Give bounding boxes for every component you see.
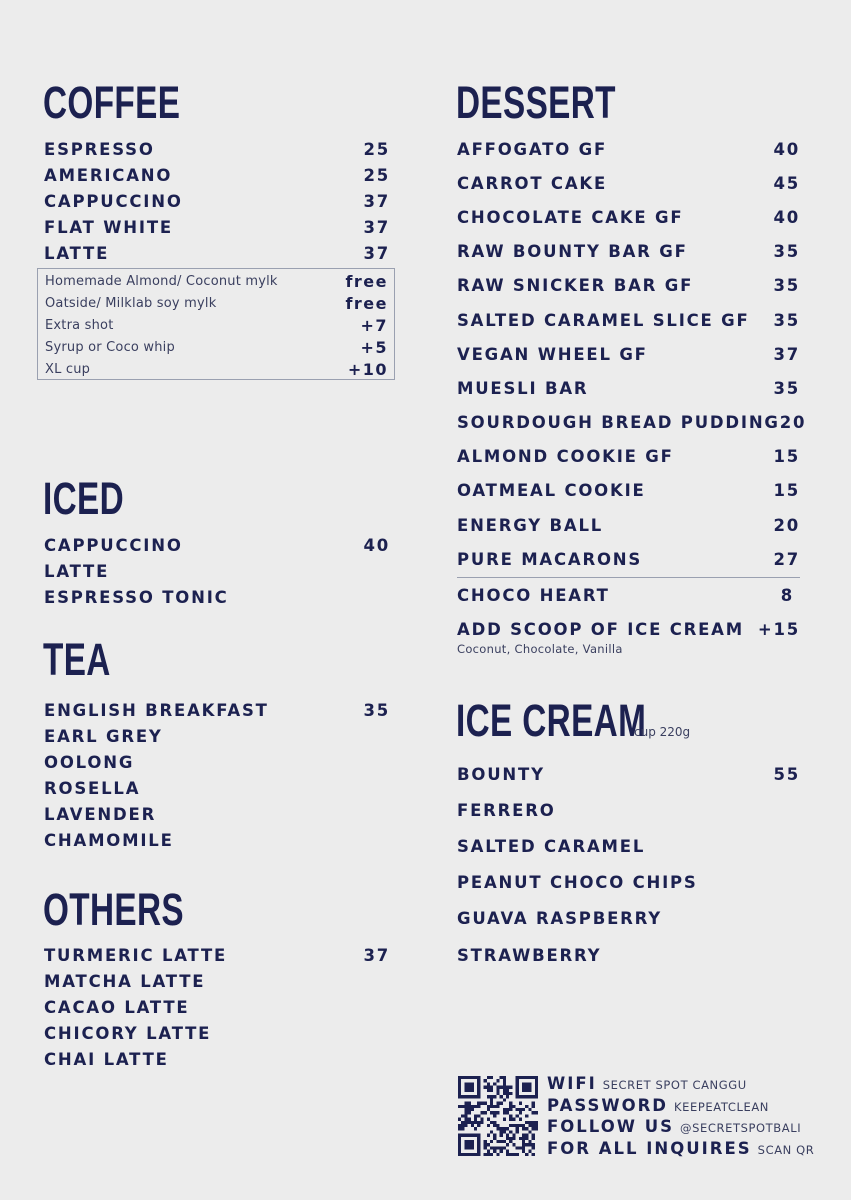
ice-cream-list: [457, 756, 800, 973]
menu-item-espresso: [44, 136, 390, 162]
addon-xl-cup: [45, 358, 388, 380]
addon-name: Extra shot: [45, 317, 114, 333]
addon-syrup-or-coco-whip: [45, 336, 388, 358]
item-name: PEANUT CHOCO CHIPS: [457, 873, 698, 893]
info-value: @SECRETSPOTBALI: [680, 1121, 802, 1135]
item-price: 25: [363, 165, 390, 185]
item-name: ENGLISH BREAKFAST: [44, 700, 269, 720]
item-name: CAPPUCCINO: [44, 535, 183, 555]
menu-item-salted-caramel-slice-gf: [457, 303, 800, 337]
item-price: 35: [773, 378, 800, 398]
item-price: 20: [773, 515, 800, 535]
item-name: LAVENDER: [44, 804, 157, 824]
menu-item-latte: [44, 558, 390, 584]
item-name: RAW SNICKER BAR GF: [457, 276, 694, 296]
dessert-extras: [457, 577, 800, 656]
addon-price: free: [345, 293, 388, 313]
menu-item-chocolate-cake-gf: [457, 200, 800, 234]
menu-item-rosella: [44, 775, 390, 801]
tea-heading: TEA: [43, 634, 111, 685]
addon-price: +7: [360, 315, 388, 335]
item-name: MUESLI BAR: [457, 378, 589, 398]
item-price: 35: [363, 700, 390, 720]
item-name: CHAI LATTE: [44, 1049, 169, 1069]
menu-item-latte: [44, 240, 390, 266]
item-price: 40: [773, 207, 800, 227]
menu-item-earl-grey: [44, 723, 390, 749]
item-name: CAPPUCCINO: [44, 191, 183, 211]
info-block: [547, 1074, 814, 1160]
others-list: [44, 942, 390, 1072]
menu-item-oolong: [44, 749, 390, 775]
menu-item-turmeric-latte: [44, 942, 390, 968]
addon-price: +10: [347, 359, 388, 379]
addon-extra-shot: [45, 314, 388, 336]
menu-item-chai-latte: [44, 1046, 390, 1072]
info-value: SECRET SPOT CANGGU: [602, 1078, 747, 1092]
menu-item-carrot-cake: [457, 166, 800, 200]
item-price: 8: [780, 585, 794, 605]
item-name: FLAT WHITE: [44, 217, 173, 237]
item-price: 35: [773, 310, 800, 330]
item-name: AMERICANO: [44, 165, 173, 185]
item-name: OOLONG: [44, 752, 135, 772]
item-name: MATCHA LATTE: [44, 971, 206, 991]
menu-item-cappuccino: [44, 532, 390, 558]
item-name: RAW BOUNTY BAR GF: [457, 242, 688, 262]
item-name: CHICORY LATTE: [44, 1023, 212, 1043]
item-price: 15: [773, 447, 800, 467]
info-for-all-inquires: [547, 1139, 814, 1161]
menu-item-strawberry: [457, 937, 800, 973]
addon-name: Syrup or Coco whip: [45, 339, 175, 355]
iced-list: [44, 532, 390, 610]
menu-item-guava-raspberry: [457, 901, 800, 937]
item-price: 25: [363, 139, 390, 159]
item-name: LATTE: [44, 561, 110, 581]
item-price: 20: [779, 413, 807, 433]
item-name: SOURDOUGH BREAD PUDDING: [457, 413, 780, 433]
item-name: PURE MACARONS: [457, 549, 643, 569]
item-price: 27: [773, 549, 800, 569]
menu-item-english-breakfast: [44, 697, 390, 723]
item-name: FERRERO: [457, 800, 556, 820]
menu-item-espresso-tonic: [44, 584, 390, 610]
dessert-heading: DESSERT: [456, 77, 616, 128]
menu-item-add-scoop: [457, 612, 800, 646]
info-password: [547, 1096, 814, 1118]
ice-cream-unit-note: cup 220g: [634, 725, 691, 739]
coffee-addons-box: [37, 268, 395, 380]
menu-item-americano: [44, 162, 390, 188]
item-name: CHOCO HEART: [457, 585, 610, 605]
info-label: FOR ALL INQUIRES: [547, 1138, 752, 1158]
item-name: ROSELLA: [44, 778, 141, 798]
info-wifi: [547, 1074, 814, 1096]
menu-item-almond-cookie-gf: [457, 440, 800, 474]
menu-item-choco-heart: [457, 578, 800, 612]
menu-item-peanut-choco-chips: [457, 865, 800, 901]
addon-oatside-milklab-soy-mylk: [45, 292, 388, 314]
item-name: ESPRESSO: [44, 139, 155, 159]
item-price: 40: [363, 535, 390, 555]
info-value: SCAN QR: [757, 1142, 815, 1157]
item-price: 37: [363, 945, 390, 965]
coffee-heading: COFFEE: [43, 77, 181, 128]
item-price: 37: [363, 191, 390, 211]
addon-price: +5: [360, 337, 388, 357]
item-name: SALTED CARAMEL: [457, 836, 646, 856]
menu-item-sourdough-bread-pudding: [457, 406, 807, 440]
qr-code-icon[interactable]: [458, 1076, 538, 1156]
coffee-list: [44, 136, 390, 266]
dessert-list: [457, 132, 807, 576]
menu-item-bounty: [457, 756, 800, 792]
menu-item-cappuccino: [44, 188, 390, 214]
scoop-flavours-note: Coconut, Chocolate, Vanilla: [457, 642, 623, 656]
item-price: 40: [773, 139, 800, 159]
menu-item-pure-macarons: [457, 542, 800, 576]
menu-item-flat-white: [44, 214, 390, 240]
others-heading: OTHERS: [43, 884, 184, 935]
info-label: WIFI: [547, 1074, 597, 1093]
addon-name: Oatside/ Milklab soy mylk: [45, 295, 217, 311]
item-name: TURMERIC LATTE: [44, 945, 228, 965]
menu-item-chamomile: [44, 827, 390, 853]
item-name: CHAMOMILE: [44, 830, 174, 850]
item-name: SALTED CARAMEL SLICE GF: [457, 310, 750, 330]
menu-item-muesli-bar: [457, 371, 800, 405]
item-name: BOUNTY: [457, 764, 545, 784]
item-price: 15: [773, 481, 800, 501]
addon-price: free: [345, 271, 388, 291]
item-price: 37: [363, 217, 390, 237]
item-name: ADD SCOOP OF ICE CREAM: [457, 619, 744, 639]
menu-item-ferrero: [457, 792, 800, 828]
item-name: CHOCOLATE CAKE GF: [457, 207, 684, 227]
menu-item-energy-ball: [457, 508, 800, 542]
item-price: 37: [773, 344, 800, 364]
menu-item-affogato-gf: [457, 132, 800, 166]
addon-homemade-almond-coconut-mylk: [45, 270, 388, 292]
item-name: ENERGY BALL: [457, 515, 604, 535]
menu-item-lavender: [44, 801, 390, 827]
item-price: 35: [773, 276, 800, 296]
addon-name: XL cup: [45, 361, 91, 377]
item-price: 45: [773, 173, 800, 193]
info-label: PASSWORD: [547, 1095, 669, 1115]
ice-cream-heading: ICE CREAM: [456, 695, 647, 746]
item-name: AFFOGATO GF: [457, 139, 608, 159]
item-name: LATTE: [44, 243, 110, 263]
info-value: KEEPEATCLEAN: [674, 1099, 769, 1114]
item-name: EARL GREY: [44, 726, 163, 746]
menu-item-salted-caramel: [457, 828, 800, 864]
item-price: 55: [773, 764, 800, 784]
menu-item-raw-snicker-bar-gf: [457, 269, 800, 303]
item-name: ESPRESSO TONIC: [44, 587, 229, 607]
info-follow-us: [547, 1117, 814, 1139]
item-name: CARROT CAKE: [457, 173, 608, 193]
item-name: GUAVA RASPBERRY: [457, 909, 663, 929]
menu-item-matcha-latte: [44, 968, 390, 994]
item-name: VEGAN WHEEL GF: [457, 344, 648, 364]
item-price: +15: [757, 619, 800, 639]
menu-item-raw-bounty-bar-gf: [457, 235, 800, 269]
menu-item-cacao-latte: [44, 994, 390, 1020]
item-name: CACAO LATTE: [44, 997, 190, 1017]
item-name: ALMOND COOKIE GF: [457, 447, 674, 467]
menu-item-oatmeal-cookie: [457, 474, 800, 508]
addon-name: Homemade Almond/ Coconut mylk: [45, 273, 278, 289]
tea-list: [44, 697, 390, 853]
item-name: STRAWBERRY: [457, 945, 602, 965]
info-label: FOLLOW US: [547, 1117, 674, 1136]
item-price: 37: [363, 243, 390, 263]
item-price: 35: [773, 242, 800, 262]
iced-heading: ICED: [43, 473, 125, 524]
item-name: OATMEAL COOKIE: [457, 481, 646, 501]
menu-item-chicory-latte: [44, 1020, 390, 1046]
menu-item-vegan-wheel-gf: [457, 337, 800, 371]
